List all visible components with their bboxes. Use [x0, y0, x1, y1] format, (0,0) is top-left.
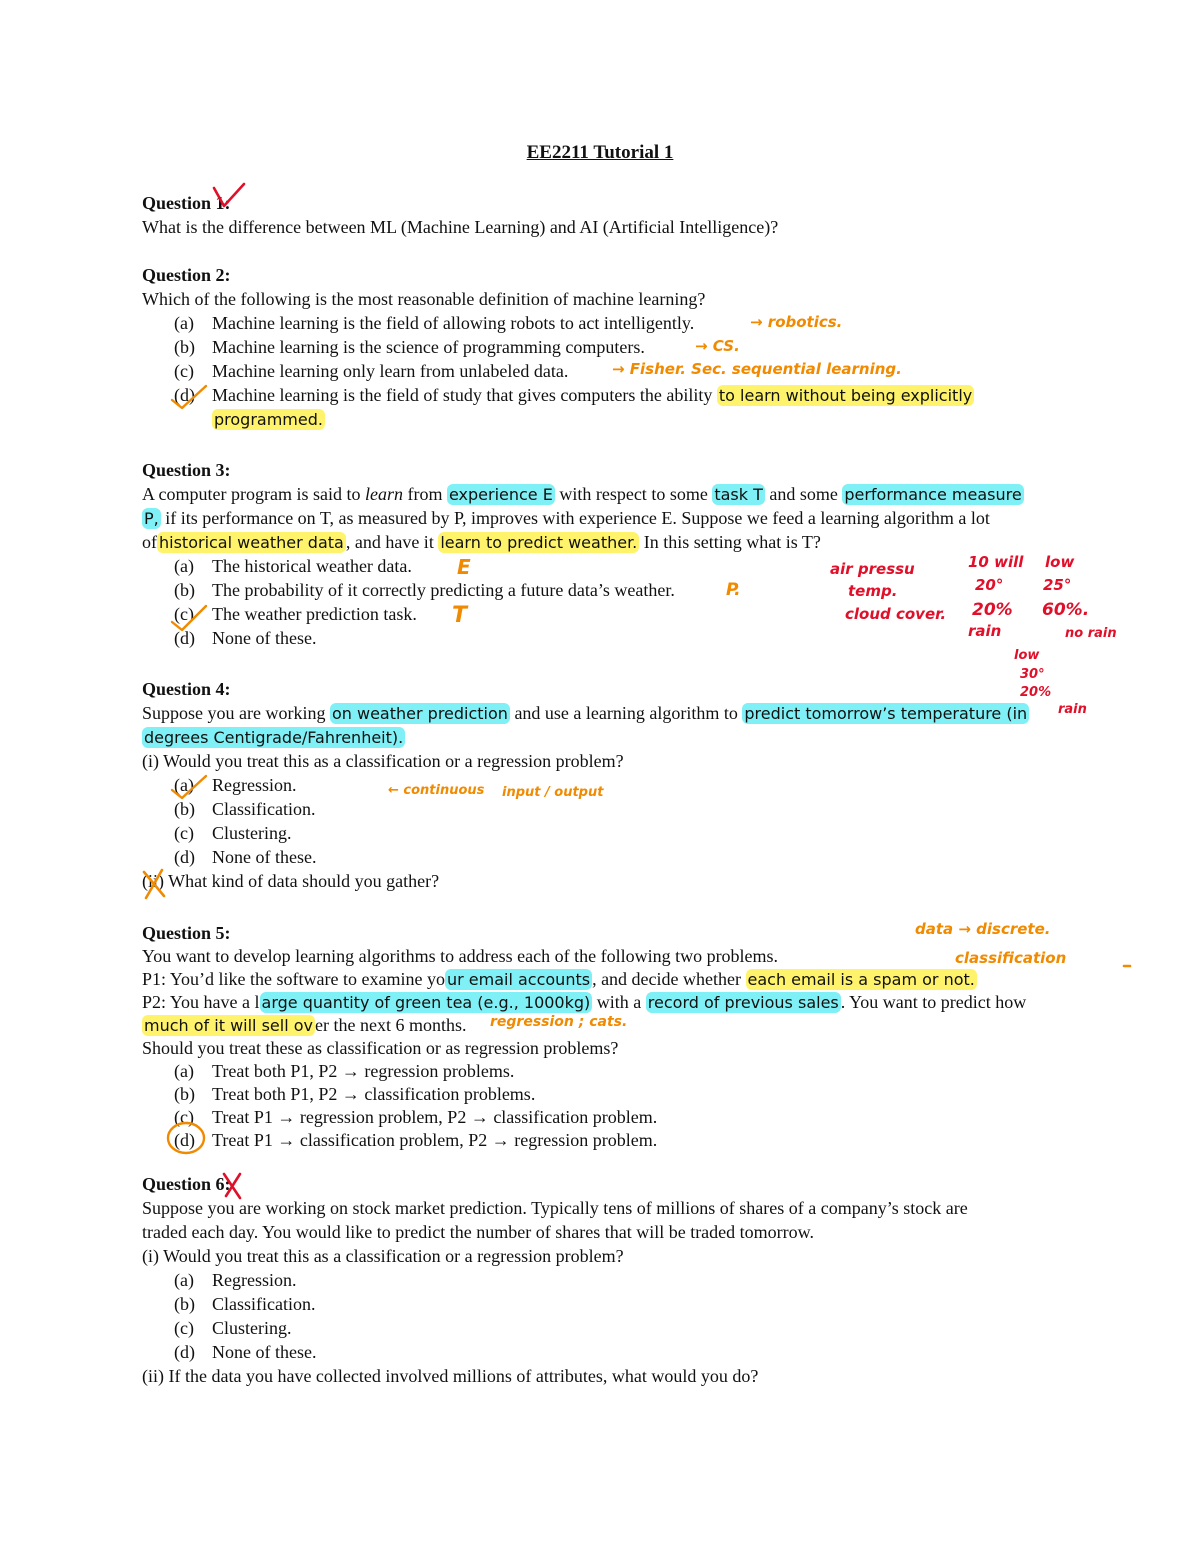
question-1	[142, 191, 1082, 239]
option-d: (d) None of these.	[174, 1342, 317, 1362]
question-heading: Question 4:	[142, 679, 231, 699]
highlight: predict tomorrow’s temperature (in	[744, 704, 1028, 723]
handwritten-note: E	[457, 555, 471, 579]
highlight: arge quantity of green tea (e.g., 1000kg)	[261, 993, 591, 1012]
highlight: P,	[144, 509, 159, 528]
handwritten-note: rain	[968, 622, 1002, 640]
handwritten-note: T	[452, 603, 468, 628]
highlight: degrees Centigrade/Fahrenheit).	[144, 728, 404, 747]
option-b: (b) The probability of it correctly predicting a future data’s weather.	[174, 580, 675, 600]
option-c: (c) The weather prediction task.	[174, 604, 417, 624]
option-a: (a) Regression.	[174, 775, 297, 795]
question-heading: Question 6:	[142, 1174, 231, 1194]
handwritten-note: rain	[1058, 702, 1087, 717]
handwritten-note: classification	[955, 949, 1067, 967]
handwritten-note: 60%.	[1042, 600, 1090, 620]
handwritten-note: 20°	[975, 576, 1004, 594]
option-c: (c) Clustering.	[174, 823, 292, 843]
question-text-line: of historical weather data , and have it learn to predict weather. In this setting what is T?	[142, 532, 821, 552]
question-text: Which of the following is the most reasonable definition of machine learning?	[142, 289, 706, 309]
handwritten-note: air pressu	[830, 560, 915, 578]
question-text: Suppose you are working on stock market prediction. Typically tens of millions of shares of a company’s stock are	[142, 1198, 968, 1218]
highlight: to learn without being explicitly	[718, 386, 973, 405]
question-heading: Question 5:	[142, 923, 231, 943]
handwritten-note: → Fisher. Sec. sequential learning.	[612, 360, 902, 378]
option-d: (d) Treat P1 → classification problem, P2 → regression problem.	[174, 1130, 658, 1150]
question-5	[142, 921, 1082, 1152]
question-4	[142, 677, 1082, 893]
highlight: historical weather data	[159, 533, 344, 552]
handwritten-note: P.	[726, 580, 741, 600]
option-a: (a) Regression.	[174, 1270, 297, 1290]
question-text-line	[142, 725, 1082, 749]
option-a: (a) Machine learning is the field of allowing robots to act intelligently.	[174, 313, 695, 333]
sub-question-ii: (ii) What kind of data should you gather?	[142, 871, 440, 891]
option-d: (d) Machine learning is the field of study that gives computers the ability to learn without being explicitly	[174, 385, 973, 405]
handwritten-note: temp.	[848, 582, 898, 600]
sub-question-i: (i) Would you treat this as a classification or a regression problem?	[142, 1246, 624, 1266]
handwritten-note: ← continuous	[388, 783, 485, 798]
highlight: much of it will sell ov	[144, 1016, 313, 1035]
option-d: (d) None of these.	[174, 628, 317, 648]
question-heading: Question 2:	[142, 265, 231, 285]
handwritten-note: no rain	[1065, 626, 1117, 641]
handwritten-note: 20%	[1020, 685, 1052, 700]
option-b: (b) Classification.	[174, 799, 316, 819]
option-c: (c) Treat P1 → regression problem, P2 → classification problem.	[174, 1107, 658, 1127]
handwritten-note: 25°	[1043, 576, 1072, 594]
handwritten-note: 30°	[1020, 667, 1045, 682]
question-heading: Question 1:	[142, 193, 231, 213]
question-text: Should you treat these as classification or as regression problems?	[142, 1038, 619, 1058]
highlight: performance measure	[844, 485, 1022, 504]
highlight: experience E	[448, 485, 553, 504]
question-2	[142, 263, 1082, 431]
question-6	[142, 1172, 1082, 1388]
option-c: (c) Clustering.	[174, 1318, 292, 1338]
option-a: (a) The historical weather data.	[174, 556, 412, 576]
option-a: (a) Treat both P1, P2 → regression problems.	[174, 1061, 515, 1081]
highlight: record of previous sales	[647, 993, 839, 1012]
highlight: learn to predict weather.	[440, 533, 638, 552]
highlight: each email is a spam or not.	[747, 970, 975, 989]
page-title: EE2211 Tutorial 1	[526, 142, 674, 163]
highlight: ur email accounts	[446, 970, 591, 989]
highlight: on weather prediction	[331, 704, 508, 723]
handwritten-note: 10 will	[968, 553, 1024, 571]
sub-question-i: (i) Would you treat this as a classification or a regression problem?	[142, 751, 624, 771]
handwritten-note: → CS.	[695, 337, 740, 355]
option-b: (b) Treat both P1, P2 → classification problems.	[174, 1084, 536, 1104]
question-text: You want to develop learning algorithms to address each of the following two problems.	[142, 946, 779, 966]
question-text-line: Suppose you are working on weather prediction and use a learning algorithm to predict tomorrow’s temperature (in	[142, 703, 1028, 723]
question-text: What is the difference between ML (Machine Learning) and AI (Artificial Intelligence)?	[142, 217, 779, 237]
problem-p1: P1: You’d like the software to examine yo ur email accounts , and decide whether each email is a spam or not.	[142, 969, 975, 989]
option-d-cont	[142, 407, 1082, 431]
option-b: (b) Classification.	[174, 1294, 316, 1314]
handwritten-note: input / output	[502, 785, 604, 800]
problem-p2: P2: You have a l arge quantity of green tea (e.g., 1000kg) with a record of previous sales . You want to predict how	[142, 992, 1027, 1012]
option-d: (d) None of these.	[174, 847, 317, 867]
handwritten-note: 20%	[972, 600, 1013, 620]
question-text: traded each day. You would like to predict the number of shares that will be traded tomorrow.	[142, 1222, 814, 1242]
question-text-line: P, if its performance on T, as measured by P, improves with experience E. Suppose we feed a learning algorithm a lot	[144, 508, 990, 528]
highlight: task T	[714, 485, 763, 504]
handwritten-note: data → discrete.	[915, 920, 1051, 938]
handwritten-note: low	[1045, 553, 1075, 571]
highlight: programmed.	[214, 410, 323, 429]
question-text-line: A computer program is said to learn from experience E with respect to some task T and some performance measure	[142, 484, 1022, 504]
handwritten-note: cloud cover.	[845, 605, 947, 623]
option-c: (c) Machine learning only learn from unlabeled data.	[174, 361, 569, 381]
handwritten-note: regression ; cats.	[490, 1014, 628, 1030]
sub-question-ii: (ii) If the data you have collected involved millions of attributes, what would you do?	[142, 1366, 759, 1386]
handwritten-note: → robotics.	[750, 313, 843, 331]
handwritten-note: low	[1014, 648, 1040, 663]
problem-p2-cont: much of it will sell ov er the next 6 months.	[144, 1015, 467, 1035]
option-b: (b) Machine learning is the science of programming computers.	[174, 337, 645, 357]
question-heading: Question 3:	[142, 460, 231, 480]
